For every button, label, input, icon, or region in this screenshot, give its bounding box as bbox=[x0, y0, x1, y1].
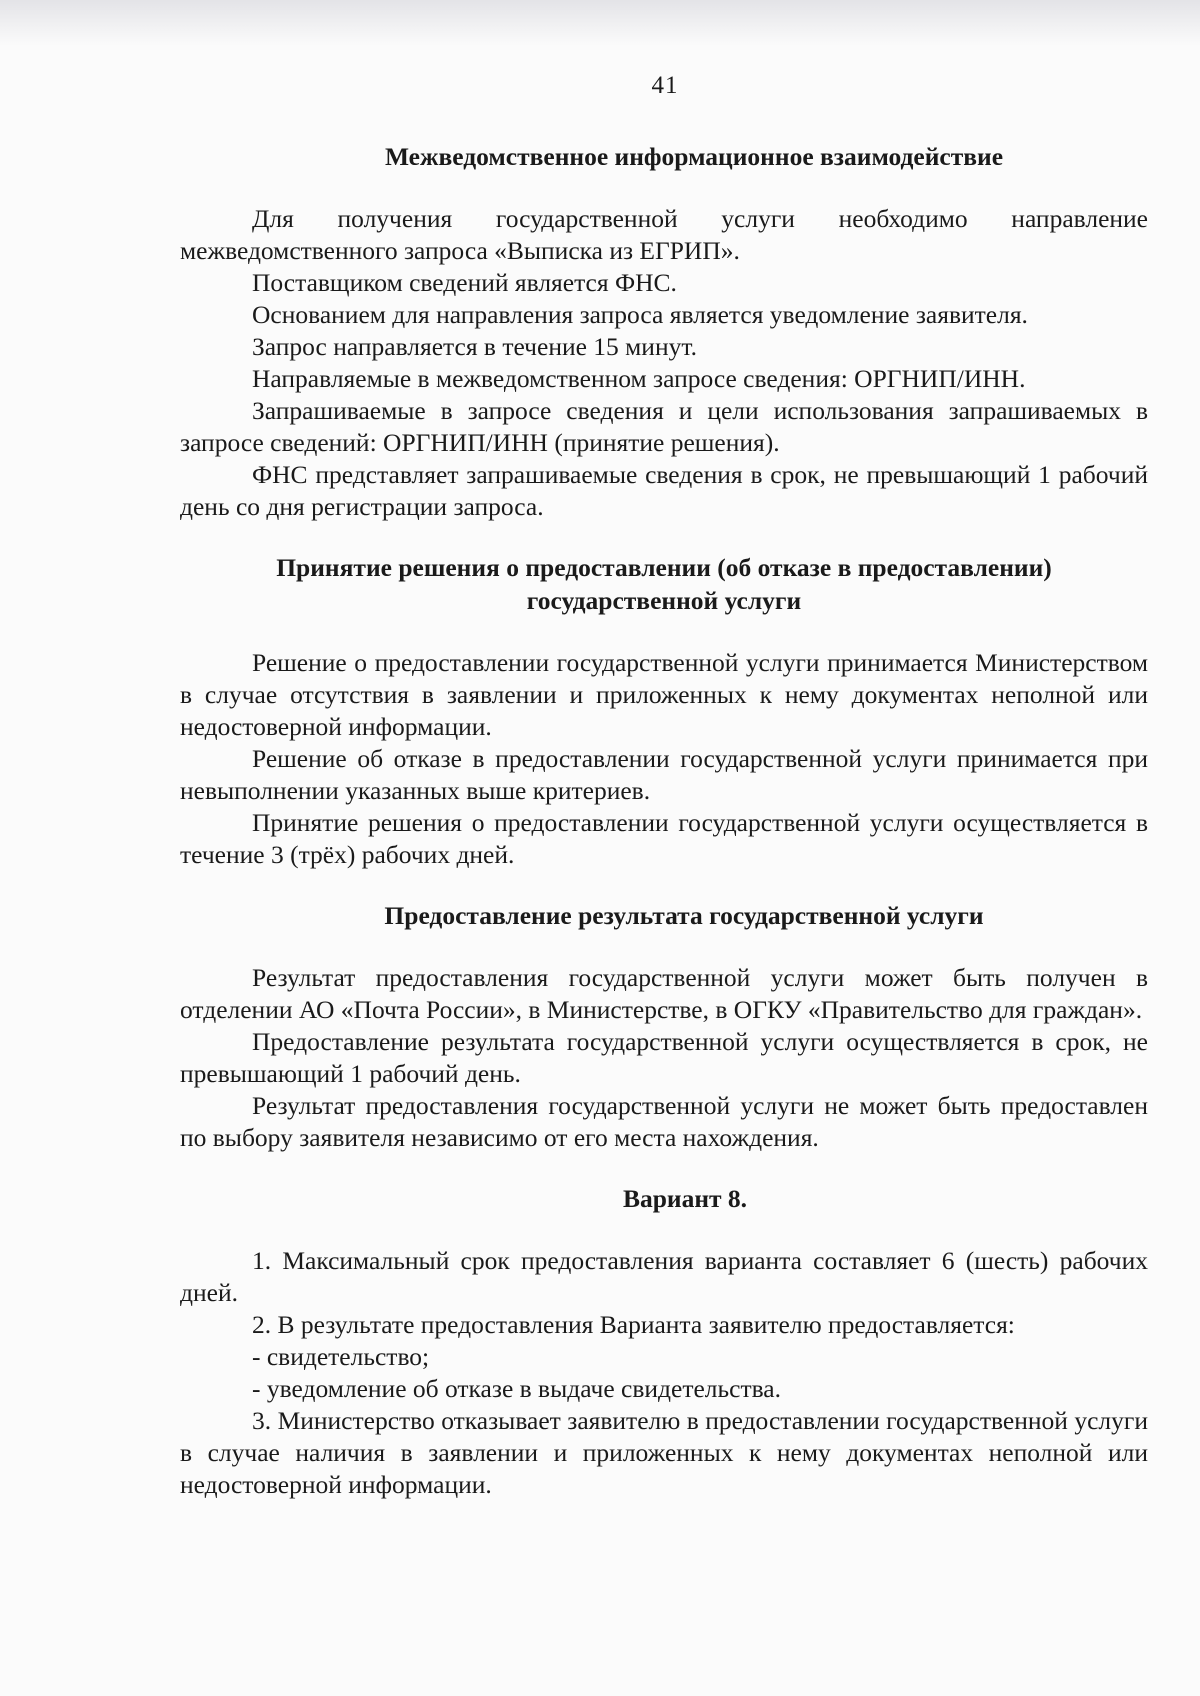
section-heading: Межведомственное информационное взаимодействие bbox=[384, 142, 1004, 171]
document-body bbox=[180, 140, 1148, 1501]
paragraph: ФНС представляет запрашиваемые сведения в срок, не превышающий 1 рабочий день со дня регистрации запроса. bbox=[180, 460, 1148, 521]
list-item: 3. Министерство отказывает заявителю в предоставлении государственной услуги в случае наличия в заявлении и приложенных к нему документах неполной или недостоверной информации. bbox=[180, 1406, 1148, 1499]
paragraph: Для получения государственной услуги необходимо направление межведомственного запроса «Выписка из ЕГРИП». bbox=[180, 204, 1148, 265]
list-item: 1. Максимальный срок предоставления варианта составляет 6 (шесть) рабочих дней. bbox=[180, 1246, 1148, 1307]
paragraph: Поставщиком сведений является ФНС. bbox=[252, 268, 677, 297]
page-number: 41 bbox=[651, 72, 679, 99]
list-item: - свидетельство; bbox=[252, 1342, 430, 1371]
paragraph: Решение о предоставлении государственной услуги принимается Министерством в случае отсутствия в заявлении и приложенных к нему документах неполной или недостоверной информации. bbox=[180, 648, 1148, 741]
paragraph: Запрашиваемые в запросе сведения и цели использования запрашиваемых в запросе сведений: ОРГНИП/ИНН (принятие решения). bbox=[180, 396, 1148, 457]
paragraph: Предоставление результата государственной услуги осуществляется в срок, не превышающий 1 рабочий день. bbox=[180, 1027, 1148, 1088]
section-heading-continued: государственной услуги bbox=[526, 586, 802, 615]
paragraph: Результат предоставления государственной услуги может быть получен в отделении АО «Почта России», в Министерстве, в ОГКУ «Правительство для граждан». bbox=[180, 963, 1148, 1024]
section-heading: Принятие решения о предоставлении (об отказе в предоставлении) bbox=[276, 553, 1052, 582]
paragraph: Направляемые в межведомственном запросе сведения: ОРГНИП/ИНН. bbox=[252, 364, 1026, 393]
list-item: - уведомление об отказе в выдаче свидетельства. bbox=[252, 1374, 781, 1403]
section-heading: Предоставление результата государственной услуги bbox=[384, 901, 984, 930]
paragraph: Принятие решения о предоставлении государственной услуги осуществляется в течение 3 (трёх) рабочих дней. bbox=[180, 808, 1148, 869]
list-item: 2. В результате предоставления Варианта заявителю предоставляется: bbox=[252, 1310, 1015, 1339]
paragraph: Запрос направляется в течение 15 минут. bbox=[252, 332, 697, 361]
paragraph: Решение об отказе в предоставлении государственной услуги принимается при невыполнении указанных выше критериев. bbox=[180, 744, 1148, 805]
scan-shadow bbox=[0, 0, 1200, 46]
paragraph: Результат предоставления государственной услуги не может быть предоставлен по выбору заявителя независимо от его места нахождения. bbox=[180, 1091, 1148, 1152]
paragraph: Основанием для направления запроса является уведомление заявителя. bbox=[252, 300, 1028, 329]
section-heading: Вариант 8. bbox=[622, 1184, 748, 1213]
